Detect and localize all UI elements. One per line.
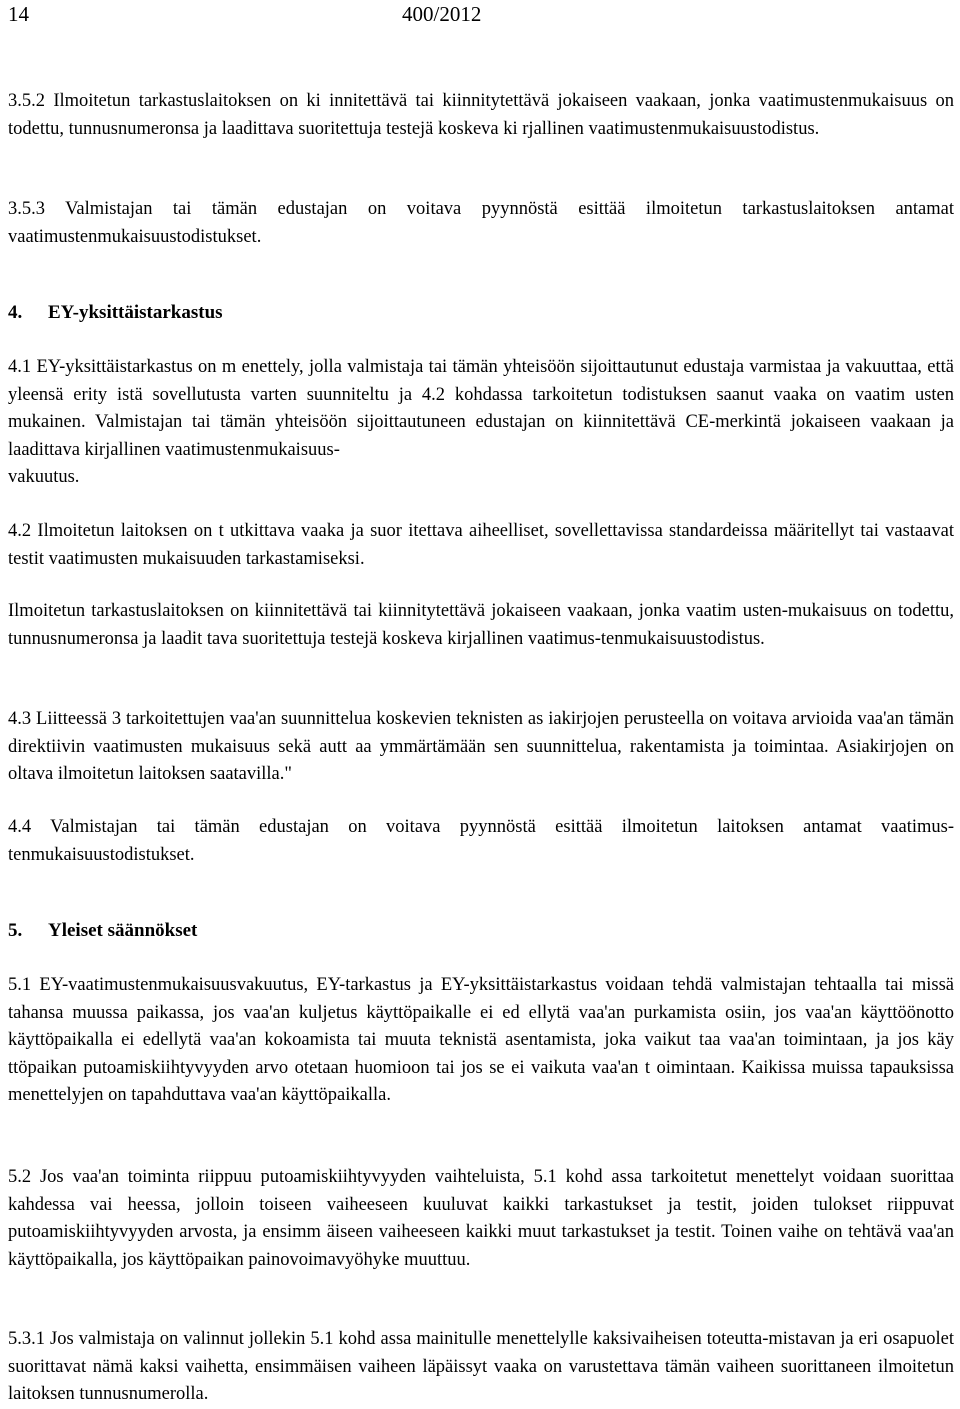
paragraph-5-1: 5.1 EY-vaatimustenmukaisuusvakuutus, EY-tarkastus ja EY-yksittäistarkastus voidaan tehdä valmistajan tehtaalla tai missä tahansa muussa paikassa, jos vaa'an kuljetus käyttöpaikalle ei ed ellytä vaa'an purkamista osiin, jos vaa'an käyttöönotto käyttöpaikalla ei edellytä vaa'an kokoamista tai muuta teknistä asentamista, joka vaikut taa vaa'an toimintaan, ja jos käy ttöpaikan putoamiskiihtyvyyden arvo otetaan huomioon tai jos se ei vaikuta vaa'an t oimintaan. Kaikissa muissa tapauksissa menettelyjen on tapahduttava vaa'an käyttöpaikalla.	[8, 975, 954, 1105]
paragraph-3-5-3: 3.5.3 Valmistajan tai tämän edustajan on voitava pyynnöstä esittää ilmoitetun tarkastuslaitoksen antamat vaatimustenmukaisuustodistukset.	[8, 199, 954, 247]
section-number: 5.	[8, 920, 23, 941]
paragraph-4-4: 4.4 Valmistajan tai tämän edustajan on voitava pyynnöstä esittää ilmoitetun laitoksen antamat vaatimus-tenmukaisuustodistukset.	[8, 817, 954, 865]
section-title: Yleiset säännökset	[48, 920, 198, 941]
paragraph-4-3: 4.3 Liitteessä 3 tarkoitettujen vaa'an suunnittelua koskevien teknisten as iakirjojen perusteella on voitava arvioida vaa'an tämän direktiivin vaatimusten mukaisuus sekä autt aa ymmärtämään sen suunnittelua, rakentamista ja toimintaa. Asiakirjojen on oltava ilmoitetun laitoksen saatavilla."	[8, 709, 954, 784]
page-number: 14	[8, 2, 29, 26]
paragraph-5-3-1: 5.3.1 Jos valmistaja on valinnut jollekin 5.1 kohd assa mainitulle menettelylle kaksivaiheisen toteutta-mistavan ja eri osapuolet suorittavat nämä kaksi vaihetta, ensimmäisen vaiheen läpäissyt vaaka on varustettava tämän vaiheen suorittaneen ilmoitetun laitoksen tunnusnumerolla.	[8, 1329, 954, 1404]
section-title: EY-yksittäistarkastus	[48, 302, 223, 323]
paragraph-4-2-continued: Ilmoitetun tarkastuslaitoksen on kiinnitettävä tai kiinnitytettävä jokaiseen vaakaan, jonka vaatim usten-mukaisuus on todettu, tunnusnumeronsa ja laadit tava suoritettuja testejä koskeva kirjallinen vaatimus-tenmukaisuustodistus.	[8, 601, 954, 649]
paragraph-5-2: 5.2 Jos vaa'an toiminta riippuu putoamiskiihtyvyyden vaihteluista, 5.1 kohd assa tarkoitetut menettelyt voidaan suorittaa kahdessa vai heessa, jolloin toiseen vaiheeseen kuuluvat kaikki tarkastukset ja testit, joiden tulokset riippuvat putoamiskiihtyvyyden arvosta, ja ensimm äiseen vaiheeseen kaikki muut tarkastukset ja testit. Toinen vaihe on tehtävä vaa'an käyttöpaikalla, jos käyttöpaikan painovoimavyöhyke muuttuu.	[8, 1167, 954, 1270]
section-heading-5	[8, 920, 197, 942]
paragraph-4-1: 4.1 EY-yksittäistarkastus on m enettely, jolla valmistaja tai tämän yhteisöön sijoittautunut edustaja varmistaa ja vakuuttaa, että yleensä erity istä sovellutusta varten suunniteltu ja 4.2 kohdassa tarkoitetun todistuksen saanut vaaka on vaatim usten mukainen. Valmistajan tai tämän yhteisöön sijoittautuneen edustajan on kiinnitettävä CE-merkintä jokaiseen vaakaan ja laadittava kirjallinen vaatimustenmukaisuus- vakuutus.	[8, 357, 954, 487]
paragraph-3-5-2: 3.5.2 Ilmoitetun tarkastuslaitoksen on ki innitettävä tai kiinnitytettävä jokaiseen vaakaan, jonka vaatimustenmukaisuus on todettu, tunnusnumeronsa ja laadittava suoritettuja testejä koskeva ki rjallinen vaatimustenmukaisuustodistus.	[8, 91, 954, 139]
section-heading-4	[8, 302, 223, 324]
paragraph-4-2: 4.2 Ilmoitetun laitoksen on t utkittava vaaka ja suor itettava aiheelliset, sovellettavissa standardeissa määritellyt tai vastaavat testit vaatimusten mukaisuuden tarkastamiseksi.	[8, 521, 954, 569]
document-number: 400/2012	[402, 2, 482, 26]
section-number: 4.	[8, 302, 23, 323]
